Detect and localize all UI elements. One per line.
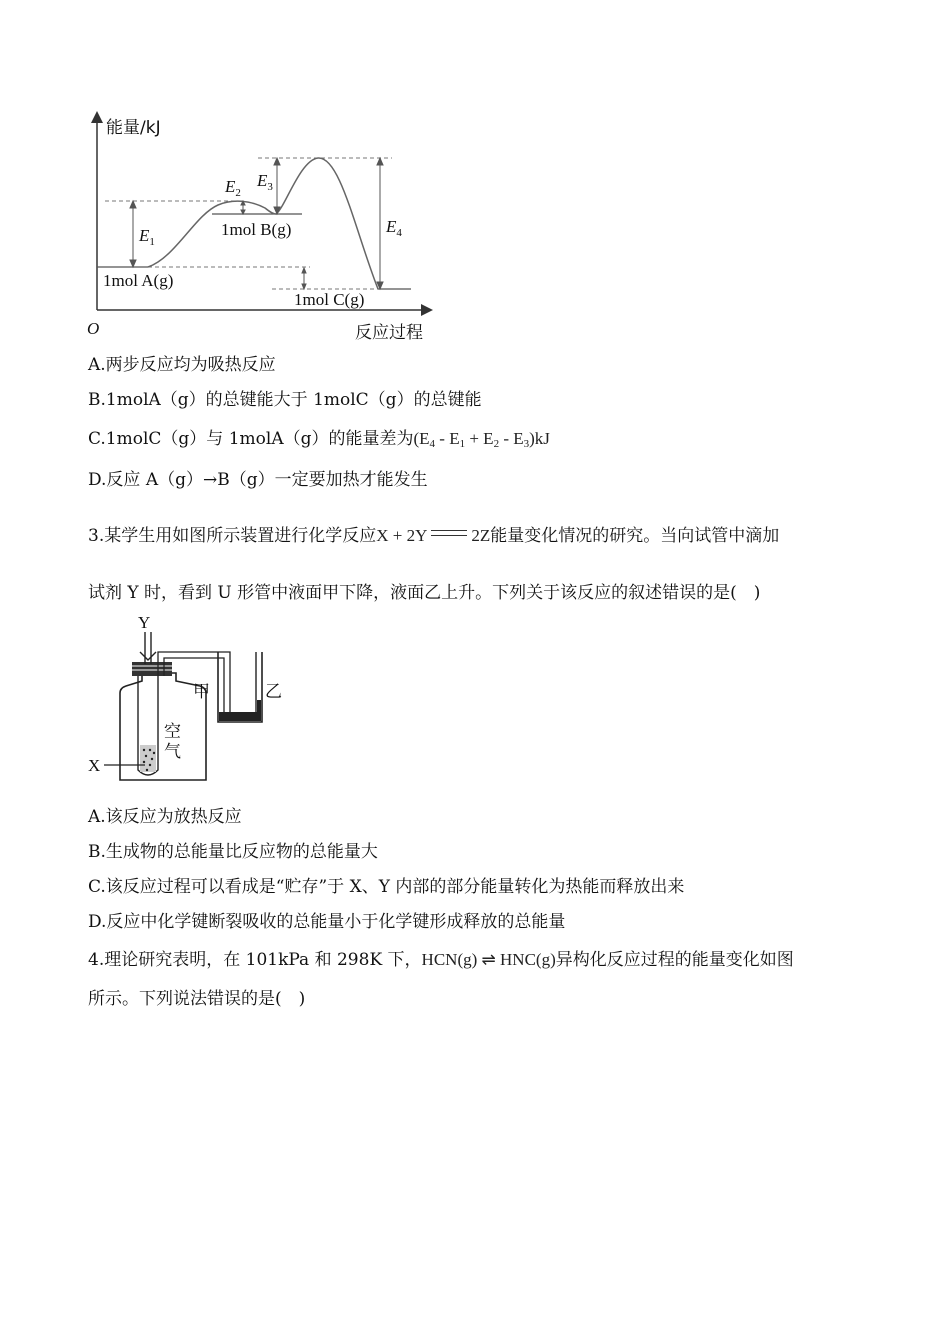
e4-arrow (377, 158, 383, 289)
e2-arrow (241, 201, 245, 214)
label-kong: 空 (164, 722, 181, 742)
q2-option-c (88, 428, 550, 455)
label-yi: 乙 (265, 682, 282, 702)
q3-option-b: B.生成物的总能量比反应物的总能量大 (88, 842, 378, 862)
ac-gap-arrow (302, 268, 306, 289)
q4-stem-line1: 4.理论研究表明，在 101kPa 和 298K 下，HCN(g) ⇌ HNC(g)异构化反应过程的能量变化如图 (88, 950, 794, 970)
energy-difference-formula: $(E_4 - E_1 + E_2 - E_3)kJ$ (413, 429, 550, 450)
origin-label: O (87, 319, 100, 338)
q3-equation: X + 2Y 2Z (376, 526, 491, 545)
label-y: Y (138, 613, 151, 632)
x-axis-label: 反应过程 (355, 323, 423, 343)
q3-option-d: D.反应中化学键断裂吸收的总能量小于化学键形成释放的总能量 (88, 912, 566, 932)
q2-option-d: D.反应 A（g）→B（g）一定要加热才能发生 (88, 470, 428, 490)
q2-option-b: B.1molA（g）的总键能大于 1molC（g）的总键能 (88, 390, 482, 410)
y-axis-label: 能量/kJ (106, 118, 161, 138)
state-a-label: 1mol A(g) (103, 271, 174, 290)
e3-label: $E_3$ (257, 171, 273, 193)
e3-arrow (274, 158, 280, 214)
apparatus-diagram (85, 612, 285, 782)
q2-option-c-text: C.1molC（g）与 1molA（g）的能量差为 (88, 429, 414, 449)
label-jia: 甲 (193, 682, 210, 702)
q3-option-c: C.该反应过程可以看成是“贮存”于 X、Y 内部的部分能量转化为热能而释放出来 (88, 877, 685, 897)
label-x: X (88, 756, 101, 775)
q3-stem-line2: 试剂 Y 时，看到 U 形管中液面甲下降，液面乙上升。下列关于该反应的叙述错误的是( ) (88, 583, 761, 603)
e1-arrow (130, 201, 136, 267)
q4-stem-line2: 所示。下列说法错误的是( ) (88, 989, 306, 1009)
label-qi: 气 (164, 742, 181, 762)
isomerization-formula: HCN(g) ⇌ HNC(g) (421, 950, 556, 969)
q3-option-a: A.该反应为放热反应 (88, 807, 242, 827)
e1-label: $E_1$ (139, 226, 155, 248)
q2-option-a: A.两步反应均为吸热反应 (88, 355, 276, 375)
e2-label: $E_2$ (225, 177, 241, 199)
q3-stem-line1: 3.某学生用如图所示装置进行化学反应X + 2Y 2Z能量变化情况的研究。当向试管中滴加 (88, 526, 780, 546)
state-c-label: 1mol C(g) (294, 290, 365, 309)
energy-diagram (80, 108, 440, 343)
e4-label: $E_4$ (386, 217, 402, 239)
state-b-label: 1mol B(g) (221, 220, 292, 239)
